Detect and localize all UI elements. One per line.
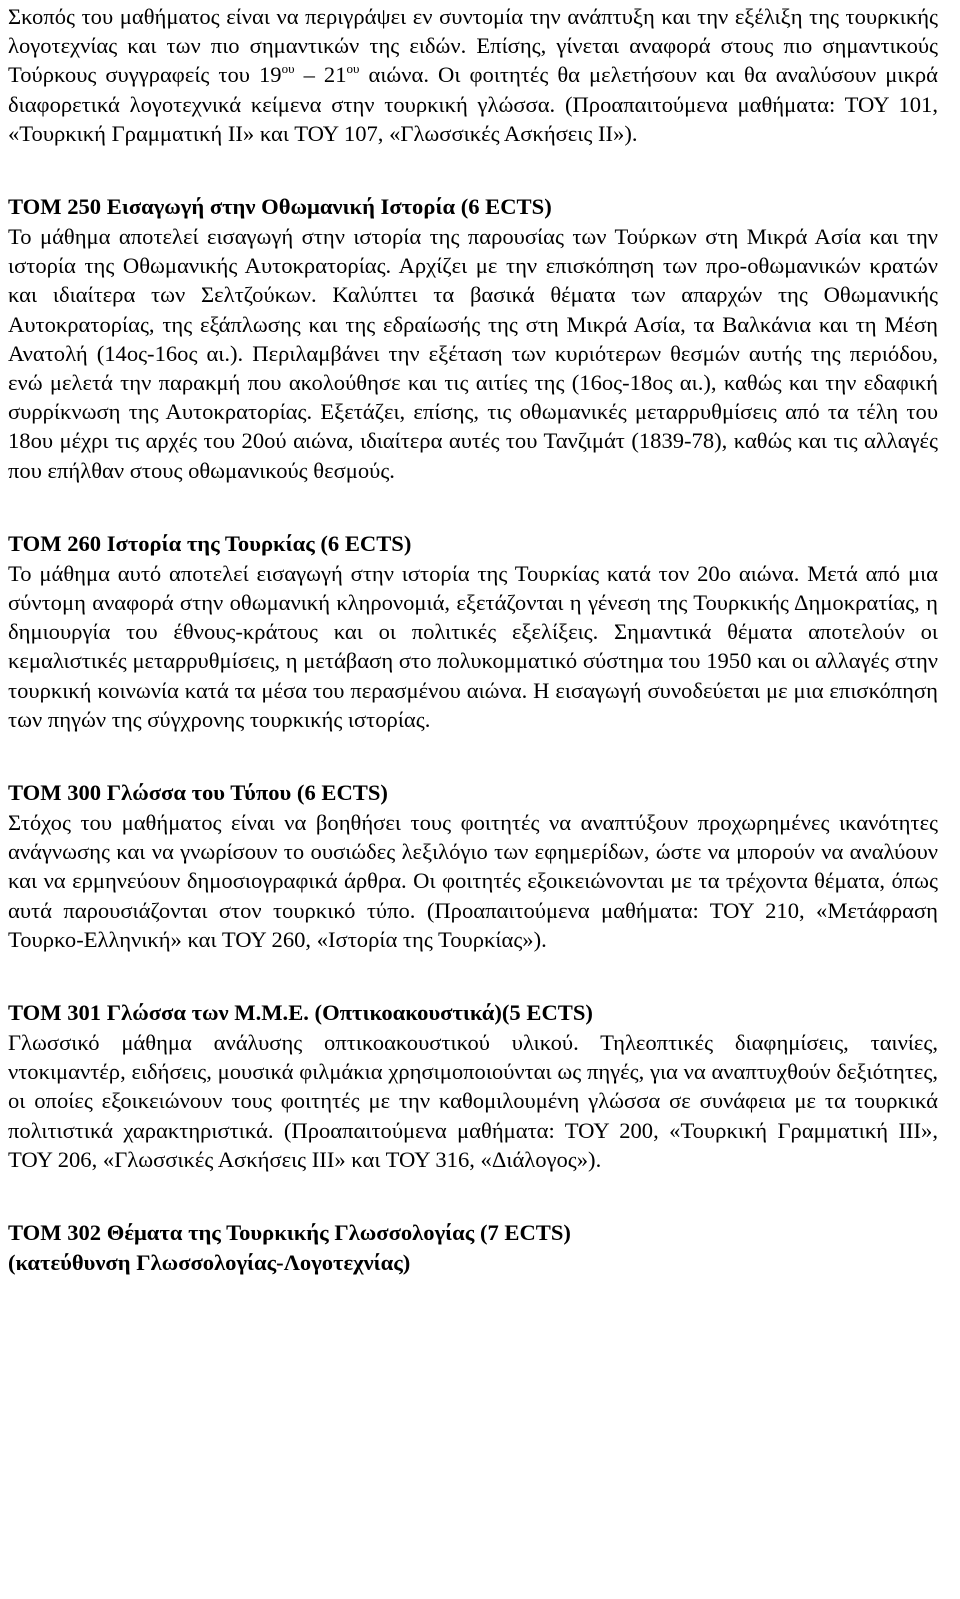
course-description: Το μάθημα αυτό αποτελεί εισαγωγή στην ιστορία της Τουρκίας κατά τον 20ο αιώνα. Μετά από μια σύντομη αναφορά στην οθωμανική κληρονομιά, εξετάζονται η γένεση της Τουρκικής Δημοκρατίας, η δημιουργία του έθνους-κράτους και οι πολιτικές εξελίξεις. Σημαντικά θέματα αποτελούν οι κεμαλιστικές μεταρρυθμίσεις, η μετάβαση στο πολυκομματικό σύστημα του 1950 και οι αλλαγές στην τουρκική κοινωνία κατά τα μέσα του περασμένου αιώνα. Η εισαγωγή συνοδεύεται με μια επισκόπηση των πηγών της σύγχρονης τουρκικής ιστορίας. bbox=[8, 560, 938, 732]
intro-paragraph bbox=[8, 2, 938, 148]
intro-text-a: Σκοπός του μαθήματος είναι να περιγράψει εν συντομία την ανάπτυξη και την εξέλιξη της τουρκικής λογοτεχνίας και των πιο σημαντικών της ειδών. Επίσης, γίνεται αναφορά στους πιο σημαντικούς Τούρκους συγγραφείς του 19 bbox=[8, 4, 938, 88]
course-heading: ΤΟΜ 260 Ιστορία της Τουρκίας (6 ECTS) bbox=[8, 530, 412, 556]
course-description: Γλωσσικό μάθημα ανάλυσης οπτικοακουστικού υλικού. Τηλεοπτικές διαφημίσεις, ταινίες, ντοκιμαντέρ, ειδήσεις, μουσικά φιλμάκια χρησιμοποιούνται ως πηγές, για να αναπτυχθούν δεξιότητες, οι οποίες εξοικειώνουν τους φοιτητές με την καθομιλουμένη γλώσσα σε συνάφεια με τα τουρκικά πολιτιστικά χαρακτηριστικά. (Προαπαιτούμενα μαθήματα: ΤΟΥ 200, «Τουρκική Γραμματική ΙΙΙ», ΤΟΥ 206, «Γλωσσικές Ασκήσεις ΙΙΙ» και ΤΟΥ 316, «Διάλογος»). bbox=[8, 1030, 938, 1172]
course-heading: ΤΟΜ 300 Γλώσσα του Τύπου (6 ECTS) bbox=[8, 780, 388, 806]
document-page bbox=[8, 2, 938, 1278]
section-gap bbox=[8, 485, 938, 529]
course-section-tom260 bbox=[8, 529, 938, 734]
intro-superscript-a: ου bbox=[281, 61, 295, 77]
intro-text-c: αιώνα. Οι φοιτητές θα μελετήσουν και θα αναλύσουν μικρά διαφορετικά λογοτεχνικά κείμενα στην τουρκική γλώσσα. (Προαπαιτούμενα μαθήματα: ΤΟΥ 101, «Τουρκική Γραμματική ΙΙ» και ΤΟΥ 107, «Γλωσσικές Ασκήσεις ΙΙ»). bbox=[8, 62, 938, 146]
course-heading: ΤΟΜ 301 Γλώσσα των Μ.Μ.Ε. (Οπτικοακουστικά)(5 ECTS) bbox=[8, 1000, 593, 1026]
course-description: Στόχος του μαθήματος είναι να βοηθήσει τους φοιτητές να αναπτύξουν προχωρημένες ικανότητες ανάγνωσης και να γνωρίσουν το ουσιώδες λεξιλόγιο των εφημερίδων, ώστε να μπορούν να αναλύουν και να ερμηνεύουν δημοσιογραφικά άρθρα. Οι φοιτητές εξοικειώνονται με τα τρέχοντα θέματα, όπως αυτά παρουσιάζονται στον τουρκικό τύπο. (Προαπαιτούμενα μαθήματα: ΤΟΥ 210, «Μετάφραση Τουρκο-Ελληνική» και ΤΟΥ 260, «Ιστορία της Τουρκίας»). bbox=[8, 810, 938, 952]
course-subheading: (κατεύθυνση Γλωσσολογίας-Λογοτεχνίας) bbox=[8, 1250, 411, 1276]
course-heading: ΤΟΜ 302 Θέματα της Τουρκικής Γλωσσολογίας (7 ECTS) bbox=[8, 1220, 571, 1246]
section-gap bbox=[8, 734, 938, 778]
course-section-tom302 bbox=[8, 1218, 938, 1278]
section-gap bbox=[8, 954, 938, 998]
course-section-tom250 bbox=[8, 192, 938, 485]
section-gap bbox=[8, 148, 938, 192]
course-section-tom300 bbox=[8, 778, 938, 954]
course-section-tom301 bbox=[8, 998, 938, 1174]
course-heading: ΤΟΜ 250 Εισαγωγή στην Οθωμανική Ιστορία (6 ECTS) bbox=[8, 194, 552, 220]
intro-text-b: – 21 bbox=[294, 62, 347, 88]
section-gap bbox=[8, 1174, 938, 1218]
intro-superscript-b: ου bbox=[346, 61, 360, 77]
course-description: Το μάθημα αποτελεί εισαγωγή στην ιστορία της παρουσίας των Τούρκων στη Μικρά Ασία και την ιστορία της Οθωμανικής Αυτοκρατορίας. Αρχίζει με την επισκόπηση των προ-οθωμανικών κρατών και ιδιαίτερα των Σελτζούκων. Καλύπτει τα βασικά θέματα των απαρχών της Οθωμανικής Αυτοκρατορίας, της εξάπλωσης και της εδραίωσής της στη Μικρά Ασία, τα Βαλκάνια και τη Μέση Ανατολή (14ος-16ος αι.). Περιλαμβάνει την εξέταση των κυριότερων θεσμών αυτής της περιόδου, ενώ μελετά την παρακμή που ακολούθησε και τις αιτίες της (16ος-18ος αι.), καθώς και την εδαφική συρρίκνωση της Αυτοκρατορίας. Εξετάζει, επίσης, τις οθωμανικές μεταρρυθμίσεις από τα τέλη του 18ου μέχρι τις αρχές του 20ού αιώνα, ιδιαίτερα αυτές του Τανζιμάτ (1839-78), καθώς και τις αλλαγές που επήλθαν στους οθωμανικούς θεσμούς. bbox=[8, 224, 938, 483]
